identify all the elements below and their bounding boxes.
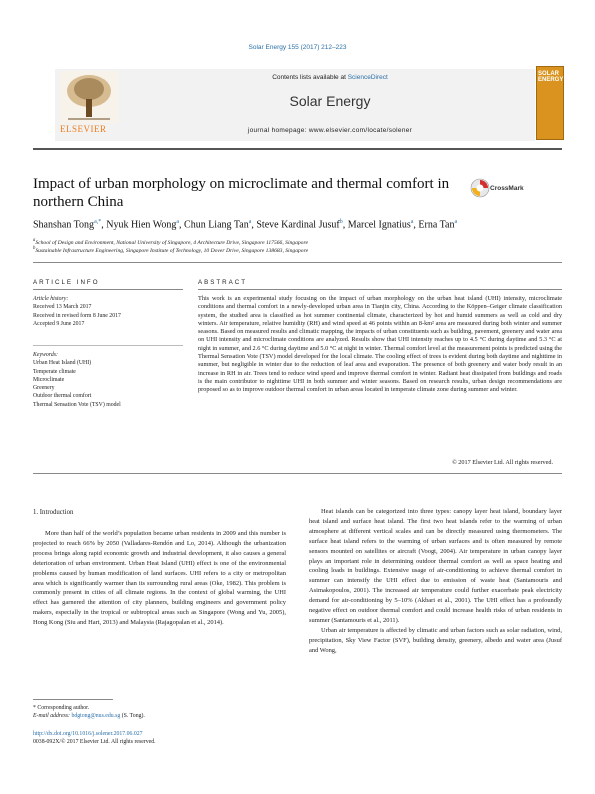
body-paragraph: Urban air temperature is affected by climatic and urban factors such as solar radiation, wind, precipitation, Sky View Factor (SVF), building density, greenery, albedo and water area (Jusuf and Wong, <box>309 626 562 654</box>
journal-name: Solar Energy <box>289 93 371 109</box>
corresponding-author-note: * Corresponding author. <box>33 705 90 711</box>
doi-block <box>33 730 286 747</box>
author-affiliation-marker: b <box>339 219 343 225</box>
crossmark-icon <box>470 178 490 198</box>
author-name: Marcel Ignatius <box>347 219 411 231</box>
divider <box>33 345 183 346</box>
email-line <box>33 712 286 720</box>
affiliation-text: School of Design and Environment, National University of Singapore, 4 Architecture Drive, Singapore 117566, Singapore <box>35 239 308 246</box>
sciencedirect-link[interactable]: ScienceDirect <box>347 74 388 81</box>
body-column-right <box>309 507 562 656</box>
author-name: Chun Liang Tan <box>184 219 249 231</box>
author-affiliation-marker: a <box>410 219 414 225</box>
affiliation-text: Sustainable Infrastructure Engineering, Singapore Institute of Technology, 10 Dover Drive, Singapore 138683, Singapore <box>35 247 309 254</box>
affiliation-a <box>33 238 573 246</box>
header-divider <box>33 148 562 150</box>
divider <box>33 289 183 290</box>
keywords-label: Keywords: <box>33 352 58 358</box>
body-column-left <box>33 529 286 628</box>
history-received: Received 13 March 2017 <box>33 304 92 311</box>
contents-line <box>160 74 500 81</box>
keyword-item: Thermal Sensation Vote (TSV) model <box>33 401 121 408</box>
divider <box>33 262 562 263</box>
keyword-item: Temperate climate <box>33 368 76 375</box>
author-name: Shanshan Tong <box>33 219 95 231</box>
author-name: Erna Tan <box>418 219 455 231</box>
article-info-heading: ARTICLE INFO <box>33 279 100 286</box>
footnote-divider <box>33 699 113 700</box>
doi-link[interactable]: http://dx.doi.org/10.1016/j.solener.2017.06.027 <box>33 731 143 737</box>
abstract-heading: ABSTRACT <box>198 279 248 286</box>
keyword-item: Urban Heat Island (UHI) <box>33 360 92 367</box>
footnote <box>33 704 286 721</box>
article-history <box>33 295 183 328</box>
journal-homepage[interactable]: journal homepage: www.elsevier.com/locate/solener <box>247 127 413 134</box>
email-label: E-mail address: <box>33 713 72 720</box>
history-revised: Received in revised form 8 June 2017 <box>33 312 121 319</box>
author-affiliation-marker: a <box>454 219 458 225</box>
divider <box>198 289 562 290</box>
history-label: Article history: <box>33 296 69 302</box>
divider <box>33 473 562 474</box>
keyword-item: Microclimate <box>33 376 65 383</box>
issn-line: 0038-092X/© 2017 Elsevier Ltd. All rights reserved. <box>33 739 156 746</box>
body-paragraph: More than half of the world’s population became urban residents in 2009 and this number is projected to reach 66% by 2050 (Valladares-Rendón and Lo, 2014). Although the urbanization process brings along rapid economic growth and industrial development, it also causes a general deterioration of urban environment. Urban Heat Island (UHI) effect is one of the environmental problems caused by human modification of land surfaces. UHI refers to a city or metropolitan area which is significantly warmer than its surrounding rural areas (Oke, 1982). This problem is commonly present in cities of all climate regions. In the context of global warming, the UHI effect has garnered the attention of city planners, building engineers and government policy makers, especially in the tropical or subtropical areas such as Singapore (Wong and Yu, 2005), Hong Kong (Siu and Hart, 2013) and Malaysia (Rajagopalan et al., 2014). <box>33 530 286 627</box>
author-affiliation-marker: a <box>248 219 252 225</box>
abstract-text: This work is an experimental study focusing on the impact of urban morphology on the urban heat island (UHI) intensity, microclimate conditions and thermal comfort in a newly-developed urban area in Tianjin city, China. According to the Köppen–Geiger climate classification system, the studied area is classified as hot summer continental climate, characterized by hot and humid summers as well as cold and dry winters. Air temperature, relative humidity (RH) and wind speed at 46 points within an 8-km² area are measured during both winter and summer seasons. Based on measured results and climatic mapping, the impacts of urban constituents such as building, pavement, greenery and water area on UHI intensity and microclimate conditions are analyzed. Results show that UHI intensity reaches up to 4.5 °C during daytime and 5.3 °C at night in summer, and 2.6 °C during daytime and 5.0 °C at night in winter. Thermal comfort level at the measurement points is predicted using the Thermal Sensation Vote (TSV) model developed for the local climate. The cooling effect of trees is evident during both daytime and nighttime in summer, but negligible in winter due to the reduction of leaf area and evaporation. The presence of both greenery and water body result in an increase in RH in air. Trees tend to reduce wind speed and improve thermal comfort in winter. Radiant heat dissipated from buildings and roads is the main contributor to nighttime UHI in both summer and winter seasons. Based on research results, urban design recommendations are proposed so as to improve outdoor thermal comfort in urban areas located in temperate climate zone during summer and winter. <box>198 295 562 394</box>
history-accepted: Accepted 9 June 2017 <box>33 320 85 327</box>
author-affiliation-marker: a,* <box>94 219 102 225</box>
keywords <box>33 351 183 409</box>
author-list: Shanshan Tong$^{a,*}$, Nyuk Hien Wong$^a$, Chun Liang Tan$^a$, Steve Kardinal Jusuf$^b$, Marcel Ignatius$^a$, Erna Tan$^a$ <box>33 219 458 231</box>
author-name: Nyuk Hien Wong <box>106 219 177 231</box>
affiliation-b <box>33 246 573 254</box>
journal-cover-title: SOLAR ENERGY <box>538 71 564 83</box>
contents-prefix: Contents lists available at <box>272 74 348 81</box>
keyword-item: Outdoor thermal comfort <box>33 393 92 400</box>
email-suffix: (S. Tong). <box>120 713 145 720</box>
body-paragraph: Heat islands can be categorized into three types: canopy layer heat island, boundary layer heat island and surface heat island. The first two heat islands refer to the warming of urban atmosphere at different vertical scales and can be directly measured using thermometers. The surface heat island refers to the warming of urban surfaces and is often measured by remote sensors mounted on satellites or aircraft (Voogt, 2004). Air temperature in urban canopy layer plays an important role in determining outdoor thermal comfort as well as space heating and cooling loads in buildings. Extensive usage of air-conditioning to achieve thermal comfort in summer can intensify the UHI effect due to emission of waste heat (Santamouris and Asimakopoulos, 2001). The increased air temperature could further exacerbate peak electricity demand for air-conditioning by 5–10% (Akbari et al., 2001). The UHI effect has a profoundly negative effect on outdoor thermal comfort and could increase health risks of urban residents in summer (Santamouris et al., 2011). <box>309 508 562 624</box>
journal-reference[interactable]: Solar Energy 155 (2017) 212–223 <box>248 44 347 51</box>
article-title: Impact of urban morphology on microclimate and thermal comfort in northern China <box>33 176 450 210</box>
affiliation-marker: a <box>33 238 36 243</box>
section-heading: 1. Introduction <box>33 509 74 516</box>
affiliation-marker: b <box>33 246 36 251</box>
author-name: Steve Kardinal Jusuf <box>256 219 340 231</box>
email-link[interactable]: bdgtong@nus.edu.sg <box>71 713 121 720</box>
author-affiliation-marker: a <box>176 219 180 225</box>
publisher-name: ELSEVIER <box>60 124 107 134</box>
copyright-notice: © 2017 Elsevier Ltd. All rights reserved. <box>452 459 553 466</box>
keyword-item: Greenery <box>33 385 55 392</box>
crossmark-label[interactable]: CrossMark <box>490 185 524 192</box>
